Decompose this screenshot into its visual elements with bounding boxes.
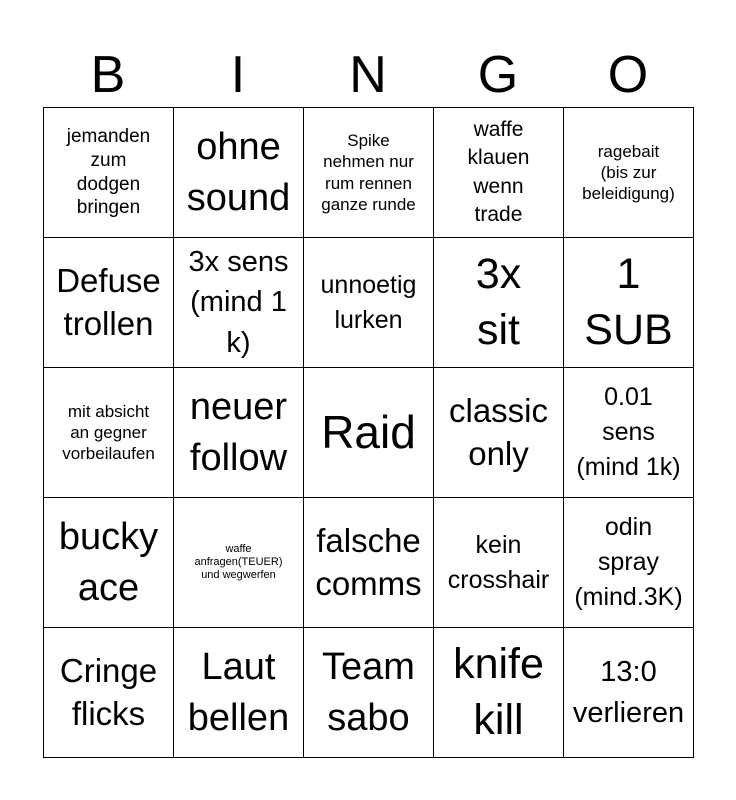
bingo-cell[interactable] bbox=[44, 108, 174, 238]
cell-text: falsche comms bbox=[315, 521, 422, 602]
cell-text: Cringe flicks bbox=[59, 651, 158, 732]
cell-text: unnoetig lurken bbox=[320, 270, 417, 334]
bingo-cell[interactable] bbox=[434, 498, 564, 628]
cell-text: 13:0 verlieren bbox=[572, 655, 685, 729]
cell-text: classic only bbox=[448, 391, 549, 472]
bingo-grid bbox=[43, 107, 694, 758]
bingo-cell[interactable] bbox=[304, 238, 434, 368]
cell-text: ragebait (bis zur beleidigung) bbox=[582, 141, 675, 204]
cell-text: Laut bellen bbox=[187, 645, 290, 739]
cell-text: waffe klauen wenn trade bbox=[467, 117, 530, 226]
bingo-cell[interactable] bbox=[304, 498, 434, 628]
header-letter-b: B bbox=[90, 46, 126, 104]
bingo-cell[interactable] bbox=[304, 368, 434, 498]
cell-text: 0.01 sens (mind 1k) bbox=[576, 383, 681, 481]
bingo-cell[interactable] bbox=[434, 238, 564, 368]
bingo-cell[interactable] bbox=[434, 368, 564, 498]
bingo-cell[interactable] bbox=[564, 368, 694, 498]
cell-text: 3x sens (mind 1 k) bbox=[188, 245, 289, 359]
cell-text: mit absicht an gegner vorbeilaufen bbox=[62, 401, 155, 464]
bingo-cell[interactable] bbox=[564, 498, 694, 628]
header-letter-i: I bbox=[230, 46, 246, 104]
cell-text: waffe anfragen(TEUER) und wegwerfen bbox=[194, 542, 283, 582]
cell-text: ohne sound bbox=[186, 125, 291, 219]
bingo-cell[interactable] bbox=[564, 108, 694, 238]
cell-text: bucky ace bbox=[58, 515, 159, 609]
cell-text: odin spray (mind.3K) bbox=[574, 513, 683, 611]
bingo-cell[interactable] bbox=[174, 238, 304, 368]
bingo-cell[interactable] bbox=[174, 368, 304, 498]
cell-text: Spike nehmen nur rum rennen ganze runde bbox=[321, 131, 416, 214]
cell-text: jemanden zum dodgen bringen bbox=[66, 126, 151, 219]
bingo-cell[interactable] bbox=[434, 628, 564, 758]
bingo-cell[interactable] bbox=[434, 108, 564, 238]
bingo-cell[interactable] bbox=[564, 238, 694, 368]
bingo-cell[interactable] bbox=[174, 498, 304, 628]
header-letter-o: O bbox=[607, 46, 649, 104]
cell-text: Team sabo bbox=[322, 645, 415, 739]
cell-text: 1 SUB bbox=[584, 249, 673, 354]
header-letter-n: N bbox=[349, 46, 387, 104]
cell-text: Raid bbox=[321, 406, 416, 459]
bingo-cell[interactable] bbox=[304, 108, 434, 238]
bingo-cell[interactable] bbox=[44, 498, 174, 628]
bingo-cell[interactable] bbox=[44, 368, 174, 498]
bingo-cell[interactable] bbox=[174, 628, 304, 758]
header-letter-g: G bbox=[477, 46, 519, 104]
cell-text: kein crosshair bbox=[447, 530, 550, 594]
cell-text: knife kill bbox=[453, 639, 544, 744]
bingo-cell[interactable] bbox=[44, 238, 174, 368]
cell-text: Defuse trollen bbox=[56, 261, 161, 342]
cell-text: neuer follow bbox=[189, 385, 288, 479]
bingo-header bbox=[43, 44, 693, 106]
bingo-cell[interactable] bbox=[564, 628, 694, 758]
bingo-cell[interactable] bbox=[44, 628, 174, 758]
bingo-cell[interactable] bbox=[174, 108, 304, 238]
bingo-cell[interactable] bbox=[304, 628, 434, 758]
cell-text: 3x sit bbox=[475, 249, 522, 354]
